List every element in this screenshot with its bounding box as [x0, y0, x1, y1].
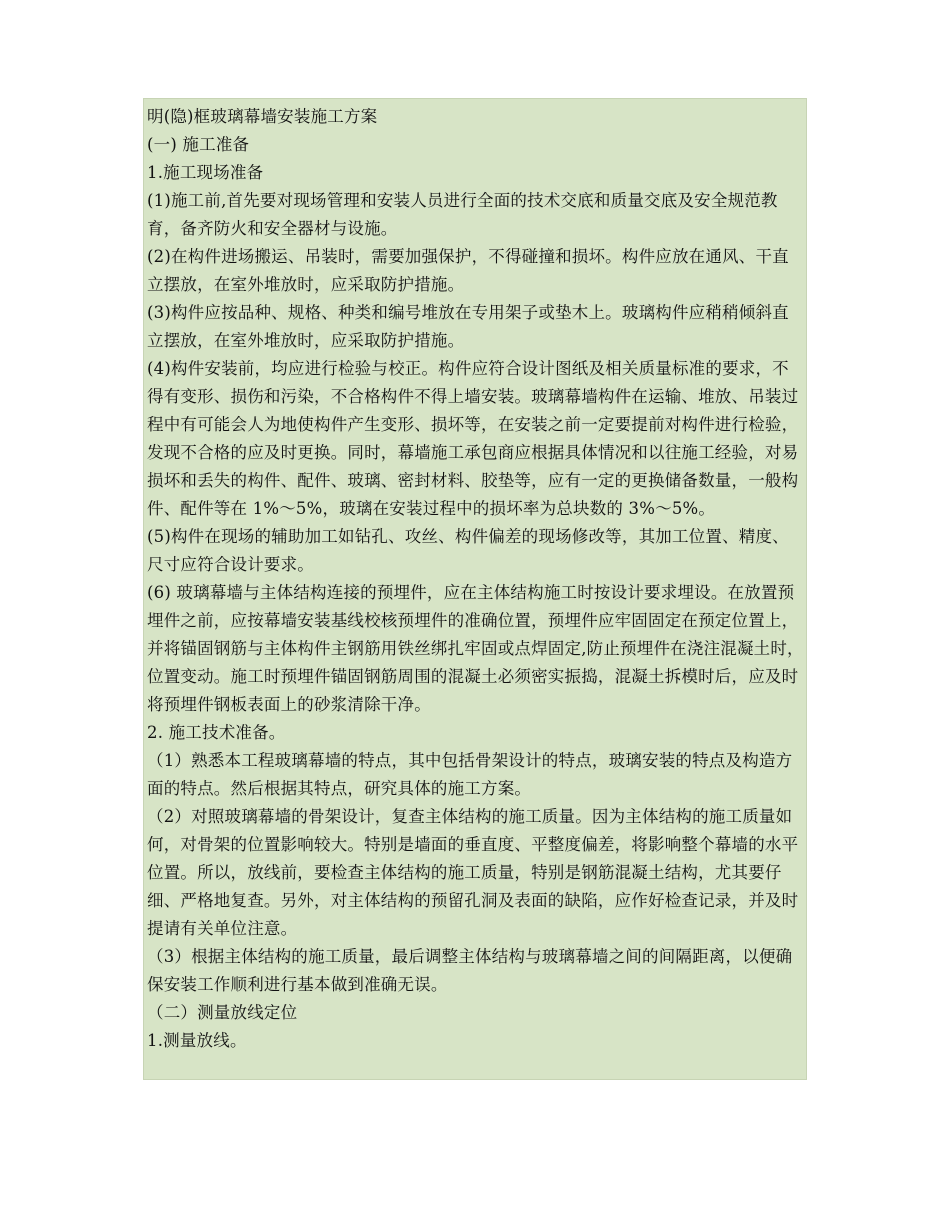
- subsection-heading: 1.测量放线。: [147, 1031, 247, 1050]
- document-panel: [143, 98, 807, 1080]
- paragraph: (4)构件安装前，均应进行检验与校正。构件应符合设计图纸及相关质量标准的要求，不得有变形、损伤和污染，不合格构件不得上墙安装。玻璃幕墙构件在运输、堆放、吊装过程中有可能会人为地使构件产生变形、损坏等，在安装之前一定要提前对构件进行检验，发现不合格的应及时更换。同时，幕墙施工承包商应根据具体情况和以往施工经验，对易损坏和丢失的构件、配件、玻璃、密封材料、胶垫等，应有一定的更换储备数量，一般构件、配件等在 1%～5%，玻璃在安装过程中的损坏率为总块数的 3%～5%。: [147, 359, 799, 518]
- paragraph: （2）对照玻璃幕墙的骨架设计，复查主体结构的施工质量。因为主体结构的施工质量如何，对骨架的位置影响较大。特别是墙面的垂直度、平整度偏差，将影响整个幕墙的水平位置。所以，放线前，要检查主体结构的施工质量，特别是钢筋混凝土结构，尤其要仔细、严格地复查。另外，对主体结构的预留孔洞及表面的缺陷，应作好检查记录，并及时提请有关单位注意。: [147, 807, 799, 938]
- paragraph: （1）熟悉本工程玻璃幕墙的特点，其中包括骨架设计的特点，玻璃安装的特点及构造方面的特点。然后根据其特点，研究具体的施工方案。: [147, 751, 793, 798]
- section-heading: （二）测量放线定位: [147, 1003, 298, 1022]
- document-title: 明(隐)框玻璃幕墙安装施工方案: [147, 107, 378, 126]
- paragraph: （3）根据主体结构的施工质量，最后调整主体结构与玻璃幕墙之间的间隔距离，以便确保安装工作顺利进行基本做到准确无误。: [147, 947, 793, 994]
- paragraph: (5)构件在现场的辅助加工如钻孔、攻丝、构件偏差的现场修改等，其加工位置、精度、尺寸应符合设计要求。: [147, 527, 789, 574]
- paragraph: (2)在构件进场搬运、吊装时，需要加强保护，不得碰撞和损坏。构件应放在通风、干直立摆放，在室外堆放时，应采取防护措施。: [147, 247, 789, 294]
- paragraph: (6) 玻璃幕墙与主体结构连接的预埋件，应在主体结构施工时按设计要求埋设。在放置预埋件之前，应按幕墙安装基线校核预埋件的准确位置，预埋件应牢固固定在预定位置上，并将锚固钢筋与主体构件主钢筋用铁丝绑扎牢固或点焊固定,防止预埋件在浇注混凝土时，位置变动。施工时预埋件锚固钢筋周围的混凝土必须密实振捣，混凝土拆模时后，应及时将预埋件钢板表面上的砂浆清除干净。: [147, 583, 804, 714]
- paragraph: (3)构件应按品种、规格、种类和编号堆放在专用架子或垫木上。玻璃构件应稍稍倾斜直立摆放，在室外堆放时，应采取防护措施。: [147, 303, 789, 350]
- paragraph: (1)施工前,首先要对现场管理和安装人员进行全面的技术交底和质量交底及安全规范教育，备齐防火和安全器材与设施。: [147, 191, 778, 238]
- subsection-heading: 1.施工现场准备: [147, 163, 264, 182]
- section-heading: (一) 施工准备: [147, 135, 250, 154]
- subsection-heading: 2. 施工技术准备。: [147, 723, 286, 742]
